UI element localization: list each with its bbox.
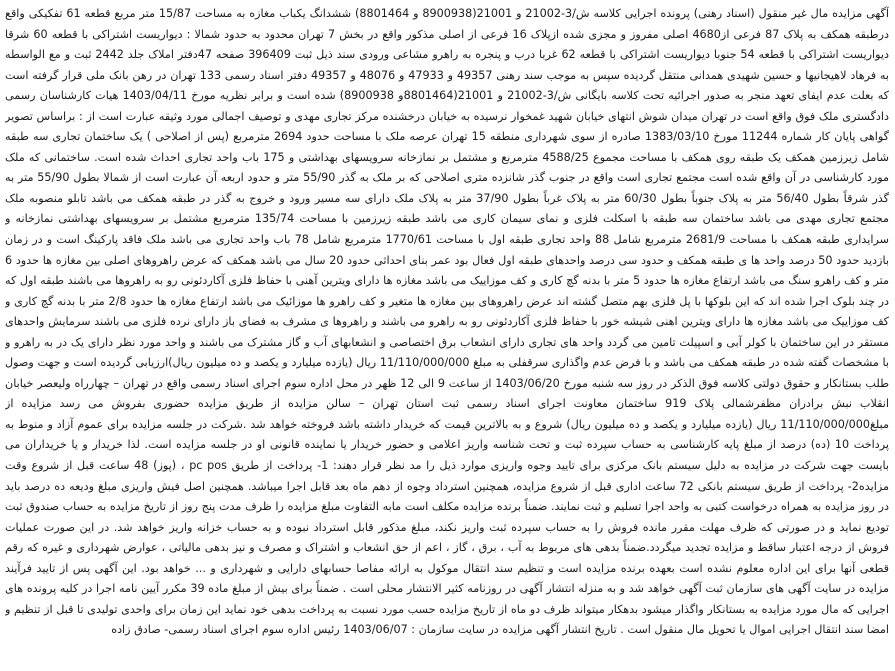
auction-notice-text: آگهی مزایده مال غیر منقول (اسناد رهنی) پرونده اجرایی کلاسه ش/3-21002 و 21001(8900938 و 8801464) ششدانگ یکباب مغازه به مساحت 15/87 متر مربع قطعه 61 تفکیکی واقع درطبقه همکف به پلاک 87 فرعی از4680 اصلی مفروز و مجزی شده ازپلاک 16 فرعی از اصلی مذکور واقع در بخش 7 تهران محدود به حدود شمالا : دیواریست اشتراکی با قطعه 60 شرقا دیواریست اشتراکی با قطعه 54 جنوبا دیواریست اشتراکی با قطعه 62 غربا درب و پنجره به راهرو مشاعی ورودی سند ذیل ثبت 396409 صفحه 47دفتر املاک جلد 2442 ثبت و مع الواسطه به فرهاد لاهیجانیها و حسین شهیدی همدانی منتقل گردیده سپس به موجب سند رهنی 49357 و 47933 و 48076 و 49357 دفتر اسناد رسمی 133 تهران در رهن بانک ملی قرار گرفته است که بعلت عدم ایفای تعهد منجر به صدور اجرائیه تحت کلاسه بایگانی ش/3-21002 و 21001(8801464و 8900938) شده است و برابر نظریه مورخ 1403/04/11 هیات کارشناسان رسمی دادگستری ملک فوق واقع است در تهران میدان شوش انتهای خیابان شهید غمخوار نرسیده به خیابان درخشنده مرکز تجاری مهدی و توصیف اجمالی مورد وثیقه عبارت است از : براساس تصویر گواهی پایان کار شماره 11244 مورخ 1383/03/10 صادره از سوی شهرداری منطقه 15 تهران عرصه ملک با مساحت حدود 2694 مترمربع (پس از اصلاحی ) یک ساختمان تجاری سه طبقه شامل زیرزمین همکف یک طبقه روی همکف با مساحت مجموع 4588/25 مترمربع و مشتمل بر نمازخانه سرویسهای بهداشتی و 175 باب واحد تجاری احداث شده است. ساختمانی که ملک مورد کارشناسی در آن واقع شده است مجتمع تجاری است واقع در جنوب گذر شانزده متری اصلاحی که بر ملک به گذر 55/90 متر و حدود اربعه آن عبارت است از شمالا بطول 55/90 متر به گذر شرقاً بطول 56/40 متر به پلاک جنوباً بطول 60/30 متر به پلاک غرباً بطول 37/90 متر به پلاک ملک دارای سه مسیر ورود و خروج به گذر در طبقه همکف می باشد تابلو منصوبه ملک مجتمع تجاری مهدی می باشد ساختمان سه طبقه با اسکلت فلزی و نمای سیمان کاری می باشد طبقه زیرزمین با مساحت 135/74 مترمربع مشتمل بر سرویسهای بهداشتی نمازخانه و سرایداری طبقه همکف با مساحت 2681/9 مترمربع شامل 88 واحد تجاری طبقه اول با مساحت 1770/61 مترمربع شامل 78 باب واحد تجاری می باشد ملک فاقد پارکینگ است و در زمان بازدید حدود 50 درصد واحد ها ی طبقه همکف و حدود سی درصد واحدهای طبقه اول فعال بود عمر بنای احداثی حدود 20 سال می باشد همکف که عرض راهروهای اصلی بین مغازه ها حدود 6 متر و کف راهرو سنگ می باشد ارتفاع مغازه ها حدود 5 متر با بدنه گچ کاری و کف موزاییک می باشد مغازه ها دارای ویترین آهنی با حفاظ فلزی آکاردئونی رو به راهروها می باشند طبقه اول که در چند بلوک اجرا شده اند که این بلوکها با پل فلزی بهم متصل گشته اند عرض راهروهای بین مغازه ها متغیر و کف راهرو ها موزائیک می باشد ارتفاع مغازه ها حدود 2/8 متر با بدنه گچ کاری و کف موزاییک می باشد مغازه ها دارای ویترین اهنی شیشه خور با حفاظ فلزی آکاردئونی رو به راهرو می باشند و راهروها ی مشرف به فضای باز دارای نرده فلزی می باشند سرمایش واحدهای مستقر در این ساختمان با کولر آبی و اسپیلت تامین می گردد واحد های تجاری دارای انشعاب برق اختصاصی و انشعابهای آب و گاز مشترک می باشند و واحد مورد نظر دارای یک در به راهرو و با مشخصات گفته شده در طبقه همکف می باشد و با فرض عدم واگذاری سرقفلی به مبلغ 11/110/000/000 ریال (یازده میلیارد و یکصد و ده میلیون ریال)ارزیابی گردیده است و جهت وصول طلب بستانکار و حقوق دولتی کلاسه فوق الذکر در روز سه شنبه مورخ 1403/06/20 از ساعت 9 الی 12 ظهر در محل اداره سوم اجرای اسناد رسمی واقع در تهران – چهارراه ولیعصر خیابان انقلاب نبش برادران مظفرشمالی پلاک 919 ساختمان معاونت اجرای اسناد رسمی ثبت استان تهران – سالن مزایده از طریق مزایده حضوری بفروش می رسد مزایده از مبلغ11/110/000/000 ریال (یازده میلیارد و یکصد و ده میلیون ریال) شروع و به بالاترین قیمت که خریدار داشته باشد فروخته خواهد شد .شرکت در جلسه مزایده برای عموم آزاد و منوط به پرداخت 10 (ده) درصد از مبلغ پایه کارشناسی به حساب سپرده ثبت و تحت شناسه واریز اعلامی و حضور خریدار یا نماینده قانونی او در جلسه مزایده است. لذا خریدار و یا خریداران می بایست جهت شرکت در مزایده به دلیل سیستم بانک مرکزی برای تایید وجوه واریزی موارد ذیل را مد نظر قرار دهند: 1- پرداخت از طریق pc pos ، (پوز) 48 ساعت قبل از شروع وقت مزایده2- پرداخت از طریق سیستم بانکی 72 ساعت اداری قبل از شروع مزایده، همچنین استرداد وجوه از دهم ماه بعد قابل اجرا میباشد. همچنین اصل فیش واریزی مبلغ ودیعه ده درصد باید در روز مزایده به همراه درخواست کتبی به واحد اجرا تسلیم و ثبت نمایند. ضمناً برنده مزایده مکلف است مابه التفاوت مبلغ مزایده را ظرف مدت پنج روز از تاریخ مزایده به حساب صندوق ثبت تودیع نماید و در صورتی که ظرف مهلت مقرر مانده فروش را به حساب سپرده ثبت واریز نکند، مبلغ مذکور قابل استرداد نبوده و به حساب خزانه واریز خواهد شد. در این صورت عملیات فروش از درجه اعتبار ساقط و مزایده تجدید میگردد.ضمناً بدهی های مربوط به آب ، برق ، گاز ، اعم از حق انشعاب و اشتراک و مصرف و نیز بدهی مالیاتی ، عوارض شهرداری و غیره که رقم قطعی آنها برای این اداره معلوم نشده است بعهده برنده مزایده است و تنظیم سند انتقال موکول به ارائه مفاصا حسابهای دارایی و شهرداری و ... خواهد بود. این آگهی پس از تایید فرآیند مزایده در سایت آگهی های سازمان ثبت آگهی خواهد شد و به منزله انتشار آگهی در روزنامه کثیر الانتشار محلی است . ضمناً برای بیش از مبلغ ماده 39 مکرر آیین نامه اجرا در کلیه پرونده های اجرایی که مال مورد مزایده به بستانکار واگذار میشود بدهکار میتواند ظرف دو ماه از تاریخ مزایده حسب مورد نسبت به پرداخت بدهی خود نماید این زمان برای واحدی تولیدی تا قبل از تنظیم و امضا سند انتقال اجرایی اموال یا تحویل مال منقول است . تاریخ انتشار آگهی مزایده در سایت سازمان : 1403/06/07 رئیس اداره سوم اجرای اسناد رسمی- صادق زاده [5,7,889,637]
